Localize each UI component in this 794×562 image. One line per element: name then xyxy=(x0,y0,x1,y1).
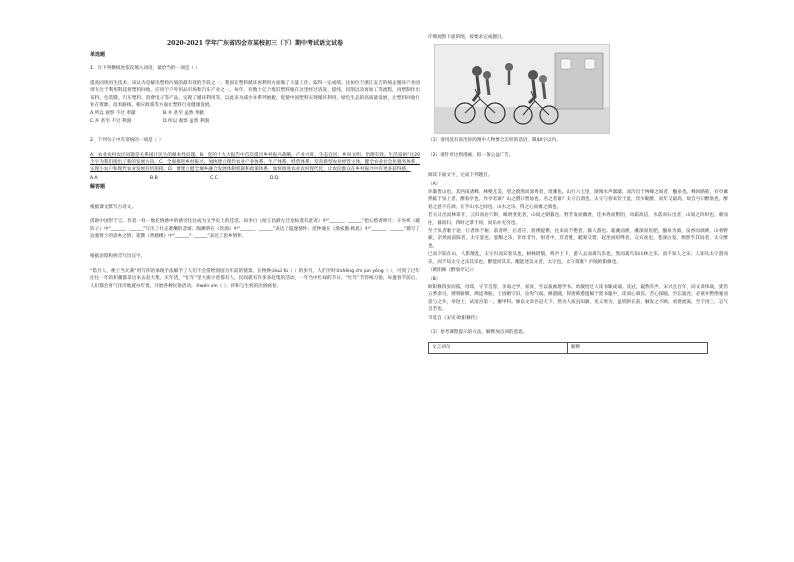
passage-para-3: 至于负者歌于途，行者休于树，前者呼，后者应，伛偻提携，往来而不绝者，滁人游也。临溪而渔，溪深而鱼肥，酿泉为酒，泉香而酒洌，山肴野蔌，杂然而前陈者，太守宴也。宴酣之乐，非丝非竹，射者中，弈者胜，觥筹交错，起坐而喧哗者，众宾欢也。苍颜白发，颓然乎其间者，太守醉也。 xyxy=(428,229,728,249)
table-header-explanation: 解释 xyxy=(571,345,581,351)
sub-question-2: （2）请针对这则漫画，拟一条公益广告。 xyxy=(428,152,514,158)
q2-passage: A．农业农村农民问题是关系国计民生的根本性问题。B．党的十九大报告中首次提出乡村振兴战略，产业兴旺、生态宜居、乡风文明、治理有效、生活富裕“这20个字为我们指出了新的发展方向。C．全面推进乡村振兴，加快建立现代农业产业体系、生产体系、经营体系，培育新型农业经营主体，健全农业社会化服务体系，实现小农户和现代农业发展有机衔接。D．要建立健全城乡融合发展体制机制和政策体系，加快推进农业农村现代化，让农民群众在乡村振兴中有更多获得感。 xyxy=(90,152,420,173)
q4-passage: “借月人，便子当瓦满”用写你的承现手法赋予了人们不会借给别国为年前的情景。在物换①kuī fú（ ）的岁月，人们平时②shēng chì jùn yōng（ ），可到了过年往往一年的积蓄都拿出来去赶大集，买年货。“忙年”里大街小巷都有人，民间就有许多多赶集的活动，一年当中忙碌的节日。“忙年”节传统习俗，每逢春节前后，人们都会喜气洋洋地置办年货，开展各种民俗活动，③wén xìn（ ）、祥和与生机的民俗画卷。 xyxy=(90,268,420,289)
part-a-label: （A） xyxy=(428,181,441,187)
page-title: 2020-2021 学年广东省四会市某校初三（下）期中考试语文试卷 xyxy=(167,40,343,47)
source-a: （欧阳修《醉翁亭记》） xyxy=(428,268,477,274)
q3-intro: 根据课文默写古诗文。 xyxy=(90,204,136,210)
q2-options xyxy=(90,175,330,182)
q1-stem: 1．在下列横线处依次填入词语，最恰当的一项是（ ） xyxy=(90,66,201,72)
part-b-label: （B） xyxy=(428,276,441,282)
q1-option-d[interactable]: D.所以 观察 虽然 利润 xyxy=(163,118,210,124)
answer-table xyxy=(428,342,708,354)
table-header-phrase: 文言词句 xyxy=(429,343,568,353)
section-answer: 解答题 xyxy=(90,184,106,191)
sub-question-1: （1）请用没有说出你的图中人物要合怎样的话语，限40字以内。 xyxy=(428,138,561,144)
passage-para-5: 欧阳修四岁而孤，母郑，守节自誓，亲诲之学，家贫，至以荻画地学书。幼敏悟过人读书辄成诵。及冠，嶷然有声。宋兴且百年，而文章体裁，犹仍五季余习。锼刻骈偶，淟涊弗振，士因陋守旧，论卑气弱。修游随，得唐韩愈遗稿于废书簏中，读而心慕焉。苦心探赜，至忘寝食，必欲并辔绝驰而追与之并。举进士，试南宫第一，擢甲科。修以文章名冠天下，然为人质直闳廓，见义勇为，虽机阱在前，触发之不顾。放逐流离，至于再三，志气自若也。 xyxy=(428,284,728,313)
q3-passage: 借助中国形于言。作者一样一地托情感中的感受往往成为文学史上的佳话。如李白《闻王昌龄左迁龙标遥有此寄》中“______，______”把心愁寄明月；辛弃疾《破阵子》中“______，______”写出了壮志难酬的悲愤；陶渊明在《饮酒》中“______，______”表达了隐逸情怀；范仲淹在《渔家傲·秋思》中“______，______”描写了边塞将士的思乡之情；崔颢《黄鹤楼》中“______？______”表达了思乡情怀。 xyxy=(90,219,420,239)
q2-option-d[interactable]: D.D xyxy=(270,175,279,181)
q1-options xyxy=(90,110,230,125)
sub-question-3: （1）参考课程提示的方法，解释加点词的意思。 xyxy=(428,329,528,335)
right-column xyxy=(428,34,728,354)
q4-intro: 根据语境和拼音写出汉字。 xyxy=(90,254,146,260)
q2-option-c[interactable]: C.C xyxy=(210,175,218,181)
source-b: 节选自《宋史·欧阳修传》 xyxy=(428,315,480,321)
q1-option-c[interactable]: C.并 甚至 不过 利润 xyxy=(90,118,132,124)
q2-option-a[interactable]: A.A xyxy=(90,175,98,181)
q1-option-b[interactable]: B.并 甚至 虽然 奉献 xyxy=(163,111,205,117)
left-column xyxy=(90,50,420,291)
cartoon-image xyxy=(434,44,610,134)
cartoon-illustration xyxy=(435,45,610,134)
reading-intro: 阅读下面文字，完成下列题目。 xyxy=(428,173,493,179)
section-single-choice: 单选题 xyxy=(90,52,106,58)
passage-para-1: 环滁皆山也。其西南诸峰，林壑尤美，望之蔚然而深秀者，琅琊也。山行六七里，渐闻水声潺潺，而泻出于两峰之间者，酿泉也。峰回路转，有亭翼然临于泉上者，醉翁亭也。作亭者谁？山之僧曰智仙也。名之者谁？太守自谓也。太守与客来饮于此，饮少辄醉，而年又最高，故自号曰醉翁也。醉翁之意不在酒，在乎山水之间也。山水之乐，得之心而寓之酒也。 xyxy=(428,190,728,210)
q2-stem: 2．下列句子中有语病的一项是（ ） xyxy=(90,138,164,144)
picture-question-intro: 仔细观察下面的图，按要求完成题目。 xyxy=(428,35,507,40)
passage-para-4: 已而夕阳在山，人影散乱，太守归而宾客从也。树林阴翳，鸣声上下，游人去而禽鸟乐也。然而禽鸟知山林之乐，而不知人之乐；人知从太守游而乐，而不知太守之乐其乐也。醉能同其乐，醒能述以文者，太守也。太守谓谁？庐陵欧阳修也。 xyxy=(428,252,728,265)
q1-option-a[interactable]: A.所以 观察 不过 奉献 xyxy=(90,111,136,117)
q2-option-b[interactable]: B.B xyxy=(150,175,158,181)
passage-para-2: 若夫日出而林霏开，云归而岩穴暝，晦明变化者，山间之朝暮也。野芳发而幽香，佳木秀而繁阴，风霜高洁，水落而石出者，山间之四时也。朝而往，暮而归，四时之景不同，而乐亦无穷也。 xyxy=(428,213,728,226)
q1-passage: 提高同组再生技术，该认为是解决塑料污染的最有效的手段之一。我国在塑料循环再利用方面做了大量工作，取得一定成绩。比如位于浙江安吉的绒企循环产业园则专注于利用科技将塑料回收，应用于户外用品市场和汽车产业之一。每年，有数十亿个废旧塑料瓶在这里经过清洗、提纯、切削以及再加工等流程，再塑制作出布料、包装膜、汽车塑料、消费电子等产品，实现了循环利用等，以此来为减少并系列展板，促使中国塑料实现循环利用、绿色生态的高质量发展，让塑料回收行业在资源、技术路线、相应政策等方面让塑料行业健康发展。 xyxy=(90,80,420,109)
